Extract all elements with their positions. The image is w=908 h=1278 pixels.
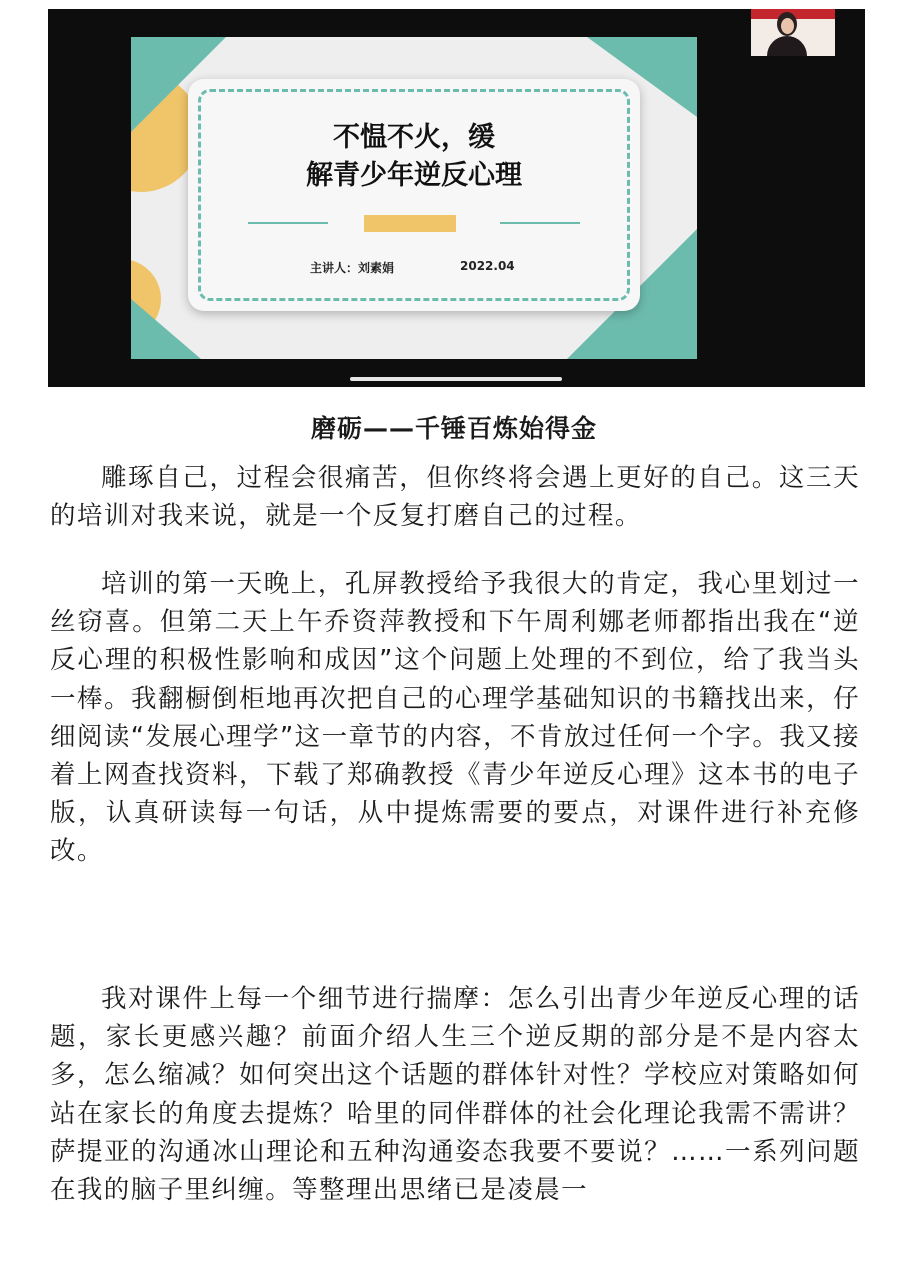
video-screenshot	[48, 9, 865, 387]
article-heading: 磨砺——千锤百炼始得金	[310, 414, 597, 443]
speaker-body	[767, 36, 807, 56]
yellow-bar	[364, 215, 456, 232]
home-indicator-bar[interactable]	[350, 377, 562, 381]
article-paragraph-1: 雕琢自己，过程会很痛苦，但你终将会遇上更好的自己。这三天的培训对我来说，就是一个反复打磨自己的过程。	[50, 463, 860, 532]
teal-triangle-decoration	[131, 299, 201, 359]
article-paragraph-2: 培训的第一天晚上，孔屏教授给予我很大的肯定，我心里划过一丝窃喜。但第二天上午乔资萍教授和下午周利娜老师都指出我在“逆反心理的积极性影响和成因”这个问题上处理的不到位，给了我当头一棒。我翻橱倒柜地再次把自己的心理学基础知识的书籍找出来，仔细阅读“发展心理学”这一章节的内容，不肯放过任何一个字。我又接着上网查找资料，下载了郑确教授《青少年逆反心理》这本书的电子版，认真研读每一句话，从中提炼需要的要点，对课件进行补充修改。	[50, 569, 860, 867]
slide-card	[188, 79, 640, 311]
webcam-thumbnail[interactable]	[751, 9, 835, 56]
slide-date: 2022.04	[460, 259, 515, 273]
speaker-face	[781, 18, 794, 34]
divider-line-right	[500, 222, 580, 224]
divider-line-left	[248, 222, 328, 224]
slide-title-line-1: 不愠不火，缓	[333, 122, 495, 153]
article-paragraph-3: 我对课件上每一个细节进行揣摩：怎么引出青少年逆反心理的话题，家长更感兴趣？前面介绍人生三个逆反期的部分是不是内容太多，怎么缩减？如何突出这个话题的群体针对性？学校应对策略如何站在家长的角度去提炼？哈里的同伴群体的社会化理论我需不需讲？萨提亚的沟通冰山理论和五种沟通姿态我要不要说？……一系列问题在我的脑子里纠缠。等整理出思绪已是凌晨一	[50, 984, 860, 1206]
slide-title	[188, 119, 640, 195]
slide-presenter: 主讲人：刘素娟	[310, 261, 395, 275]
slide-title-line-2: 解青少年逆反心理	[306, 160, 522, 191]
presentation-slide	[131, 37, 697, 359]
